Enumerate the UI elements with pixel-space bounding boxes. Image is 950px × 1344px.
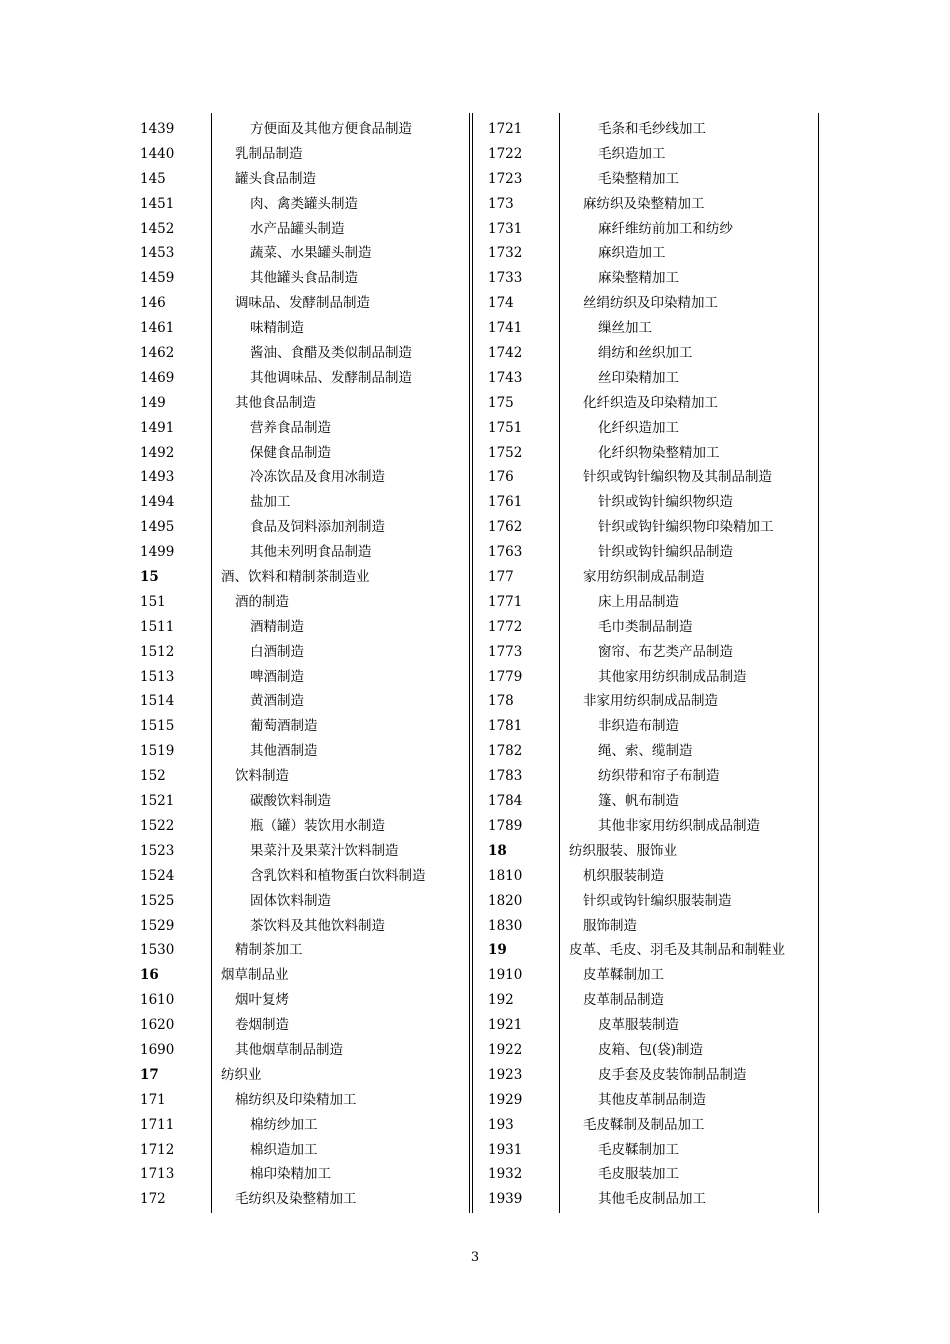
table-row: [140, 714, 472, 739]
table-row: [488, 938, 820, 963]
industry-name: 烟叶复烤: [235, 992, 289, 1009]
table-row: [140, 565, 472, 590]
table-row: [488, 266, 820, 291]
industry-name: 毛条和毛纱线加工: [598, 121, 706, 137]
industry-name: 丝印染精加工: [598, 369, 679, 386]
table-row: [488, 366, 820, 391]
industry-code: 1731: [488, 220, 523, 237]
industry-name: 针织或钩针编织品制造: [598, 544, 733, 561]
table-row: [140, 889, 472, 914]
industry-name: 缫丝加工: [598, 320, 652, 337]
industry-name: 麻染整精加工: [598, 270, 679, 287]
industry-name: 针织或钩针编织物织造: [598, 494, 733, 511]
table-row: [488, 1113, 820, 1138]
industry-code: 1761: [488, 494, 523, 511]
industry-name: 毛染整精加工: [598, 170, 679, 187]
industry-code: 1773: [488, 643, 523, 660]
industry-name: 绳、索、缆制造: [598, 743, 693, 760]
table-row: [140, 1063, 472, 1088]
table-row: [140, 839, 472, 864]
table-row: [488, 515, 820, 540]
industry-name: 皮箱、包(袋)制造: [598, 1041, 704, 1058]
industry-name: 其他罐头食品制造: [250, 270, 358, 287]
industry-code: 151: [140, 593, 166, 610]
industry-code: 1743: [488, 369, 523, 386]
industry-name: 毛织造加工: [598, 145, 666, 162]
industry-code: 1610: [140, 992, 175, 1009]
industry-name: 果菜汁及果菜汁饮料制造: [250, 842, 399, 859]
industry-name: 瓶（罐）装饮用水制造: [250, 817, 385, 834]
industry-name: 味精制造: [250, 320, 304, 337]
table-row: [488, 615, 820, 640]
industry-name: 皮革服装制造: [598, 1017, 679, 1034]
industry-name: 其他家用纺织制成品制造: [598, 668, 747, 685]
table-row: [488, 1038, 820, 1063]
industry-name: 水产品罐头制造: [250, 220, 345, 237]
industry-code: 1922: [488, 1041, 523, 1058]
table-row: [488, 192, 820, 217]
industry-name: 棉织造加工: [250, 1141, 318, 1158]
table-row: [488, 540, 820, 565]
industry-name: 卷烟制造: [235, 1017, 289, 1034]
industry-name: 非织造布制造: [598, 718, 679, 735]
industry-name: 固体饮料制造: [250, 892, 331, 909]
left-table-column: [140, 117, 472, 1212]
industry-code: 1781: [488, 718, 523, 735]
industry-code: 17: [140, 1066, 159, 1083]
industry-code: 1461: [140, 320, 175, 337]
industry-code: 1620: [140, 1017, 175, 1034]
industry-code: 192: [488, 992, 514, 1009]
table-row: [140, 764, 472, 789]
industry-name: 棉印染精加工: [250, 1166, 331, 1183]
industry-code: 18: [488, 842, 507, 859]
industry-name: 肉、禽类罐头制造: [250, 195, 358, 212]
industry-code: 1529: [140, 917, 175, 934]
table-row: [140, 515, 472, 540]
table-row: [140, 665, 472, 690]
industry-name: 化纤织造加工: [598, 419, 679, 436]
industry-code: 149: [140, 394, 166, 411]
table-row: [488, 1013, 820, 1038]
industry-code: 1514: [140, 693, 175, 710]
industry-code: 1519: [140, 743, 175, 760]
table-row: [140, 864, 472, 889]
industry-code: 1923: [488, 1066, 523, 1083]
industry-code: 1521: [140, 793, 175, 810]
industry-name: 毛纺织及染整精加工: [235, 1191, 357, 1208]
industry-code: 1469: [140, 369, 175, 386]
industry-name: 黄酒制造: [250, 693, 304, 710]
industry-code: 1451: [140, 195, 175, 212]
industry-name: 保健食品制造: [250, 444, 331, 461]
table-row: [488, 565, 820, 590]
industry-code: 1499: [140, 544, 175, 561]
industry-name: 酒的制造: [235, 593, 289, 610]
industry-name: 烟草制品业: [221, 967, 289, 984]
industry-name: 皮革、毛皮、羽毛及其制品和制鞋业: [569, 942, 785, 959]
industry-name: 纺织服装、服饰业: [569, 842, 677, 859]
table-row: [488, 241, 820, 266]
table-row: [488, 465, 820, 490]
table-row: [140, 1162, 472, 1187]
industry-name: 麻纤维纺前加工和纺纱: [598, 220, 733, 237]
table-row: [140, 142, 472, 167]
industry-code: 1810: [488, 867, 523, 884]
table-row: [140, 192, 472, 217]
table-row: [488, 689, 820, 714]
table-row: [488, 714, 820, 739]
industry-name: 篷、帆布制造: [598, 793, 679, 810]
industry-code: 1931: [488, 1141, 523, 1158]
table-row: [488, 1088, 820, 1113]
industry-name: 碳酸饮料制造: [250, 793, 331, 810]
industry-name: 其他未列明食品制造: [250, 544, 372, 561]
industry-name: 皮手套及皮装饰制品制造: [598, 1066, 747, 1083]
table-row: [488, 889, 820, 914]
industry-name: 毛巾类制品制造: [598, 618, 693, 635]
table-row: [488, 839, 820, 864]
industry-code: 1493: [140, 469, 175, 486]
industry-name: 酱油、食醋及类似制品制造: [250, 345, 412, 362]
industry-code: 1491: [140, 419, 175, 436]
table-row: [488, 789, 820, 814]
industry-name: 其他毛皮制品加工: [598, 1191, 706, 1208]
table-row: [140, 316, 472, 341]
industry-name: 机织服装制造: [583, 867, 664, 884]
table-row: [140, 1113, 472, 1138]
industry-name: 罐头食品制造: [235, 170, 316, 187]
table-row: [140, 988, 472, 1013]
table-row: [488, 217, 820, 242]
industry-code: 1929: [488, 1091, 523, 1108]
industry-name: 丝绢纺织及印染精加工: [583, 295, 718, 312]
table-row: [140, 689, 472, 714]
industry-code: 1513: [140, 668, 175, 685]
industry-name: 棉纺纱加工: [250, 1116, 318, 1133]
industry-name: 绢纺和丝织加工: [598, 345, 693, 362]
industry-name: 床上用品制造: [598, 593, 679, 610]
industry-name: 其他皮革制品制造: [598, 1091, 706, 1108]
industry-code: 1511: [140, 618, 175, 635]
industry-name: 服饰制造: [583, 917, 637, 934]
table-row: [140, 391, 472, 416]
industry-name: 冷冻饮品及食用冰制造: [250, 469, 385, 486]
table-row: [488, 490, 820, 515]
table-row: [488, 1063, 820, 1088]
industry-name: 纺织业: [221, 1066, 262, 1083]
industry-name: 盐加工: [250, 494, 291, 511]
industry-name: 葡萄酒制造: [250, 718, 318, 735]
industry-code: 1741: [488, 320, 523, 337]
industry-name: 非家用纺织制成品制造: [583, 693, 718, 710]
table-row: [488, 416, 820, 441]
industry-code: 1782: [488, 743, 523, 760]
table-row: [488, 914, 820, 939]
industry-code: 1751: [488, 419, 523, 436]
industry-name: 毛皮服装加工: [598, 1166, 679, 1183]
industry-name: 皮革制品制造: [583, 992, 664, 1009]
industry-code: 1440: [140, 145, 175, 162]
industry-code: 1723: [488, 170, 523, 187]
table-row: [140, 291, 472, 316]
industry-code: 1690: [140, 1041, 175, 1058]
industry-name: 食品及饲料添加剂制造: [250, 519, 385, 536]
industry-code: 193: [488, 1116, 514, 1133]
table-row: [488, 764, 820, 789]
industry-code: 1732: [488, 245, 523, 262]
table-row: [140, 490, 472, 515]
table-row: [140, 465, 472, 490]
table-row: [140, 1187, 472, 1212]
table-row: [140, 241, 472, 266]
table-row: [488, 441, 820, 466]
industry-code: 1772: [488, 618, 523, 635]
table-row: [140, 416, 472, 441]
table-row: [140, 963, 472, 988]
industry-name: 化纤织造及印染精加工: [583, 394, 718, 411]
industry-name: 蔬菜、水果罐头制造: [250, 245, 372, 262]
table-row: [488, 590, 820, 615]
industry-name: 啤酒制造: [250, 668, 304, 685]
table-row: [488, 391, 820, 416]
industry-code: 1721: [488, 121, 523, 137]
industry-code: 1462: [140, 345, 175, 362]
industry-code: 1921: [488, 1017, 523, 1034]
table-row: [140, 441, 472, 466]
industry-code: 1784: [488, 793, 523, 810]
industry-name: 饮料制造: [235, 768, 289, 785]
table-row: [488, 341, 820, 366]
industry-name: 针织或钩针编织服装制造: [583, 892, 732, 909]
table-row: [140, 938, 472, 963]
industry-code: 19: [488, 942, 507, 959]
industry-code: 1530: [140, 942, 175, 959]
table-row: [140, 1138, 472, 1163]
table-row: [140, 266, 472, 291]
industry-code: 1712: [140, 1141, 175, 1158]
industry-code: 1910: [488, 967, 523, 984]
industry-name: 调味品、发酵制品制造: [235, 295, 370, 312]
table-row: [140, 615, 472, 640]
industry-code: 178: [488, 693, 514, 710]
industry-name: 其他非家用纺织制成品制造: [598, 817, 760, 834]
industry-code: 175: [488, 394, 514, 411]
industry-code: 1512: [140, 643, 175, 660]
table-row: [488, 814, 820, 839]
industry-name: 麻纺织及染整精加工: [583, 195, 705, 212]
industry-code: 15: [140, 569, 159, 586]
table-row: [488, 1138, 820, 1163]
table-row: [488, 1162, 820, 1187]
industry-name: 窗帘、布艺类产品制造: [598, 643, 733, 660]
table-row: [140, 590, 472, 615]
table-row: [140, 1013, 472, 1038]
table-row: [140, 814, 472, 839]
industry-name: 针织或钩针编织物印染精加工: [598, 519, 774, 536]
industry-code: 173: [488, 195, 514, 212]
table-row: [488, 167, 820, 192]
industry-code: 176: [488, 469, 514, 486]
industry-name: 化纤织物染整精加工: [598, 444, 720, 461]
industry-code: 1733: [488, 270, 523, 287]
industry-code: 174: [488, 295, 514, 312]
industry-code: 1789: [488, 817, 523, 834]
industry-name: 方便面及其他方便食品制造: [250, 121, 412, 137]
industry-name: 其他食品制造: [235, 394, 316, 411]
table-row: [488, 665, 820, 690]
industry-name: 乳制品制造: [235, 145, 303, 162]
table-row: [488, 117, 820, 142]
industry-name: 酒精制造: [250, 618, 304, 635]
table-row: [488, 988, 820, 1013]
table-row: [140, 366, 472, 391]
industry-name: 毛皮鞣制加工: [598, 1141, 679, 1158]
table-row: [488, 316, 820, 341]
table-row: [488, 864, 820, 889]
table-row: [488, 640, 820, 665]
industry-code: 172: [140, 1191, 166, 1208]
industry-name: 棉纺织及印染精加工: [235, 1091, 357, 1108]
industry-code: 145: [140, 170, 166, 187]
industry-code: 1525: [140, 892, 175, 909]
industry-name: 针织或钩针编织物及其制品制造: [583, 469, 772, 486]
table-row: [488, 142, 820, 167]
table-row: [140, 914, 472, 939]
table-row: [140, 341, 472, 366]
industry-code: 1523: [140, 842, 175, 859]
industry-code: 1752: [488, 444, 523, 461]
industry-code: 1515: [140, 718, 175, 735]
industry-code: 1763: [488, 544, 523, 561]
industry-code: 1830: [488, 917, 523, 934]
table-row: [140, 1088, 472, 1113]
industry-code: 1939: [488, 1191, 523, 1208]
industry-code: 177: [488, 569, 514, 586]
industry-code: 1524: [140, 867, 175, 884]
industry-name: 其他酒制造: [250, 743, 318, 760]
right-table-column: [488, 117, 820, 1212]
industry-code: 1522: [140, 817, 175, 834]
industry-name: 茶饮料及其他饮料制造: [250, 917, 385, 934]
industry-code: 1439: [140, 121, 175, 137]
table-row: [140, 217, 472, 242]
industry-code: 1495: [140, 519, 175, 536]
industry-name: 毛皮鞣制及制品加工: [583, 1116, 705, 1133]
table-row: [140, 1038, 472, 1063]
table-row: [140, 640, 472, 665]
industry-code: 1820: [488, 892, 523, 909]
table-row: [488, 963, 820, 988]
industry-code: 1459: [140, 270, 175, 287]
table-row: [488, 1187, 820, 1212]
industry-code: 152: [140, 768, 166, 785]
industry-code: 1771: [488, 593, 523, 610]
industry-name: 其他调味品、发酵制品制造: [250, 369, 412, 386]
table-row: [140, 789, 472, 814]
industry-name: 其他烟草制品制造: [235, 1041, 343, 1058]
industry-name: 白酒制造: [250, 643, 304, 660]
industry-code: 1932: [488, 1166, 523, 1183]
industry-name: 皮革鞣制加工: [583, 967, 664, 984]
industry-code: 1452: [140, 220, 175, 237]
industry-code: 1711: [140, 1116, 175, 1133]
page-number: 3: [470, 1250, 480, 1265]
industry-code: 171: [140, 1091, 166, 1108]
industry-code: 1742: [488, 345, 523, 362]
industry-code: 1779: [488, 668, 523, 685]
industry-code: 1722: [488, 145, 523, 162]
industry-name: 麻织造加工: [598, 245, 666, 262]
table-row: [140, 739, 472, 764]
industry-code: 1783: [488, 768, 523, 785]
industry-code: 1453: [140, 245, 175, 262]
industry-name: 精制茶加工: [235, 942, 303, 959]
industry-code: 1762: [488, 519, 523, 536]
industry-name: 纺织带和帘子布制造: [598, 768, 720, 785]
industry-code: 1494: [140, 494, 175, 511]
table-row: [140, 117, 472, 142]
table-row: [488, 739, 820, 764]
industry-name: 含乳饮料和植物蛋白饮料制造: [250, 867, 426, 884]
industry-code: 146: [140, 295, 166, 312]
table-row: [488, 291, 820, 316]
industry-code: 1713: [140, 1166, 175, 1183]
industry-code: 1492: [140, 444, 175, 461]
table-row: [140, 167, 472, 192]
industry-code: 16: [140, 967, 159, 984]
industry-name: 营养食品制造: [250, 419, 331, 436]
industry-name: 酒、饮料和精制茶制造业: [221, 569, 370, 586]
industry-name: 家用纺织制成品制造: [583, 569, 705, 586]
table-row: [140, 540, 472, 565]
